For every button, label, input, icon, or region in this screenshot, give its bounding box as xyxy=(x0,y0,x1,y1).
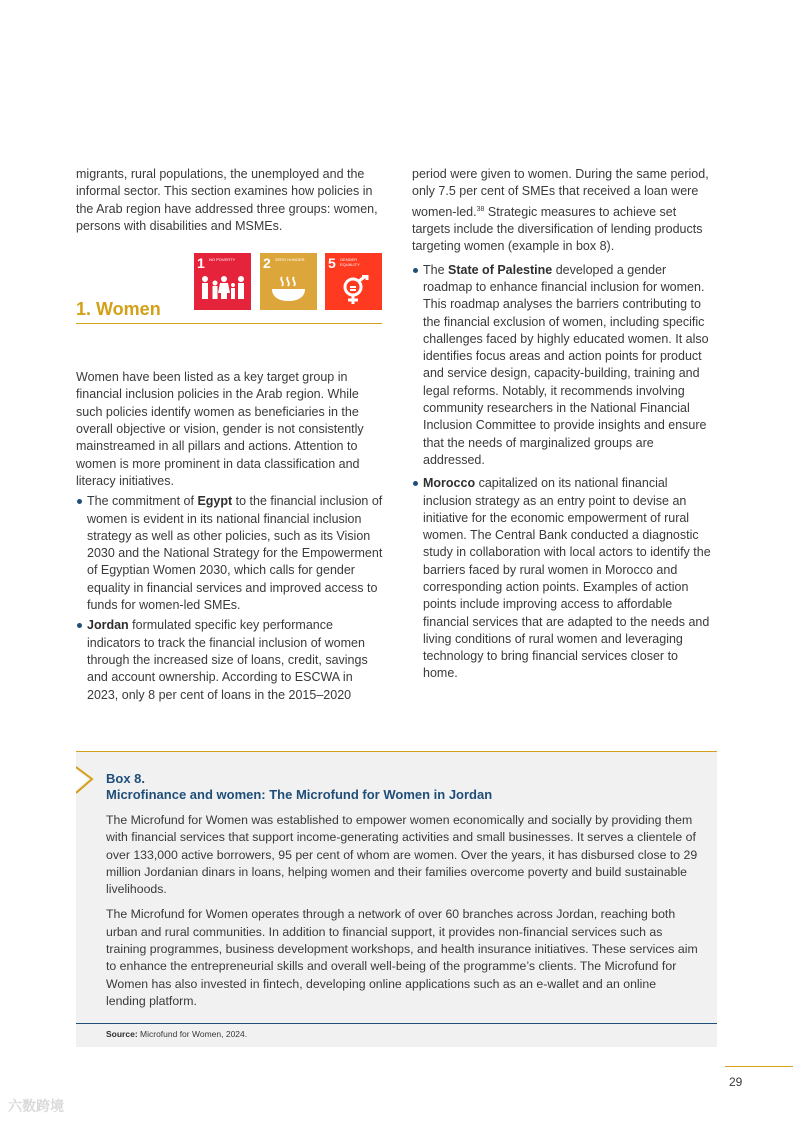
sdg-label: NO POVERTY xyxy=(209,257,236,263)
chevron-right-icon xyxy=(76,765,96,795)
women-paragraph: Women have been listed as a key target group in financial inclusion policies in the Arab region. While such policies identify women as beneficiaries in the overall objective or vision, gender is not consistently mainstreamed in all pillars and actions. Attention to women is more prominent in data classification and literacy initiatives. xyxy=(76,370,364,488)
sdg-label: GENDER EQUALITY xyxy=(340,257,360,268)
box-paragraph: The Microfund for Women operates through a network of over 60 branches across Jordan, reaching both urban and rural communities. In addition to financial support, it provides non-financial services such as training programmes, business development workshops, and health insurance initiatives. These services aim to enhance the entrepreneurial skills and overall well-being of the programme’s clients. The Microfund for Women has also invested in fintech, developing online applications such as an e-wallet and an online lending platform. xyxy=(106,907,698,1008)
bullet-jordan xyxy=(76,617,386,703)
source-text: Microfund for Women, 2024. xyxy=(137,1029,248,1039)
bullet-text: The xyxy=(423,262,449,277)
box-body xyxy=(106,812,698,1010)
left-column xyxy=(76,166,386,704)
watermark: 六数跨境 xyxy=(8,1098,64,1114)
country-name: Egypt xyxy=(197,494,233,509)
bullet-egypt xyxy=(76,493,386,614)
section-divider xyxy=(76,323,382,324)
sdg-1-no-poverty-badge xyxy=(194,253,251,310)
bullet-text: The commitment of xyxy=(87,494,198,509)
source-label: Source: xyxy=(106,1029,138,1039)
bullet-morocco xyxy=(412,475,712,683)
bowl-icon xyxy=(266,275,311,303)
box-paragraph: The Microfund for Women was established to empower women economically and socially by providing them with financial services that support income-generating activities and small businesses. It serves a clientele of over 133,000 active borrowers, 95 per cent of whom are women. Over the years, it has disbursed close to 29 million Jordanian dinars in loans, helping women and their families overcome poverty and build sustainable livelihoods. xyxy=(106,813,698,897)
box-8-panel xyxy=(76,751,717,1047)
bullet-text: developed a gender roadmap to enhance financial inclusion for women. This roadmap analyses the barriers contributing to the financial exclusion of women, including specific challenges faced by highly educated women. It also identifies focus areas and action points for product and service design, capacity-building, training and legal reforms. Notably, it recommends involving community researchers in the National Financial Inclusion Committee to provide insights and ensure that the needs of marginalized groups are addressed. xyxy=(423,262,709,467)
gender-equality-icon xyxy=(331,275,376,305)
sdg-label: ZERO HUNGER xyxy=(275,257,305,263)
country-name: State of Palestine xyxy=(448,262,553,277)
right-intro-text xyxy=(412,166,712,256)
page-number-rule xyxy=(725,1066,793,1067)
bullet-text: formulated specific key performance indicators to track the financial inclusion of women through the increased size of loans, credit, savings and account ownership. According to ESCWA in 2023, only 8 per cent of loans in the 2015–2020 xyxy=(87,618,368,702)
footnote-ref: 38 xyxy=(476,205,485,213)
country-name: Morocco xyxy=(423,476,476,491)
intro-text: period were given to women. During the same period, only 7.5 per cent of SMEs that received a loan were women-led. xyxy=(412,167,709,219)
family-icon xyxy=(200,275,245,301)
sdg-2-zero-hunger-badge xyxy=(260,253,317,310)
bullet-palestine xyxy=(412,262,712,470)
left-intro-text: migrants, rural populations, the unemployed and the informal sector. This section examines how policies in the Arab region have addressed three groups: women, persons with disabilities and MSMEs. xyxy=(76,167,378,233)
sdg-number: 5 xyxy=(328,255,336,272)
bullet-text: to the financial inclusion of women is evident in its national financial inclusion strategy as well as other policies, such as its Vision 2030 and the National Strategy for the Empowerment of Egyptian Women 2030, which calls for gender equality in financial services and improved access to funds for women-led SMEs. xyxy=(87,494,383,613)
sdg-5-gender-equality-badge xyxy=(325,253,382,310)
box-source xyxy=(106,1029,247,1039)
women-section-header xyxy=(76,253,386,345)
bullet-text: capitalized on its national financial inclusion strategy as an entry point to devise an initiative for the economic empowerment of rural women. The Central Bank conducted a diagnostic study in collaboration with local actors to identify the barriers faced by rural women in Morocco and corresponding action points. Examples of action points include improving access to affordable financial services that are adapted to the needs and living conditions of rural women and leveraging technology to bring financial services closer to home. xyxy=(423,476,711,681)
box-label: Box 8. xyxy=(106,771,146,786)
intro-text-cont: Strategic measures to achieve set targets include the diversification of lending products targeting women (example in box 8). xyxy=(412,204,703,254)
page-number: 29 xyxy=(729,1075,743,1089)
sdg-number: 1 xyxy=(197,255,205,272)
box-top-rule xyxy=(76,751,717,752)
box-title: Microfinance and women: The Microfund for Women in Jordan xyxy=(106,787,493,802)
box-bottom-rule xyxy=(76,1023,717,1024)
sdg-number: 2 xyxy=(263,255,271,272)
country-name: Jordan xyxy=(87,618,129,633)
section-title-women: 1. Women xyxy=(76,299,161,320)
right-column xyxy=(412,166,712,683)
